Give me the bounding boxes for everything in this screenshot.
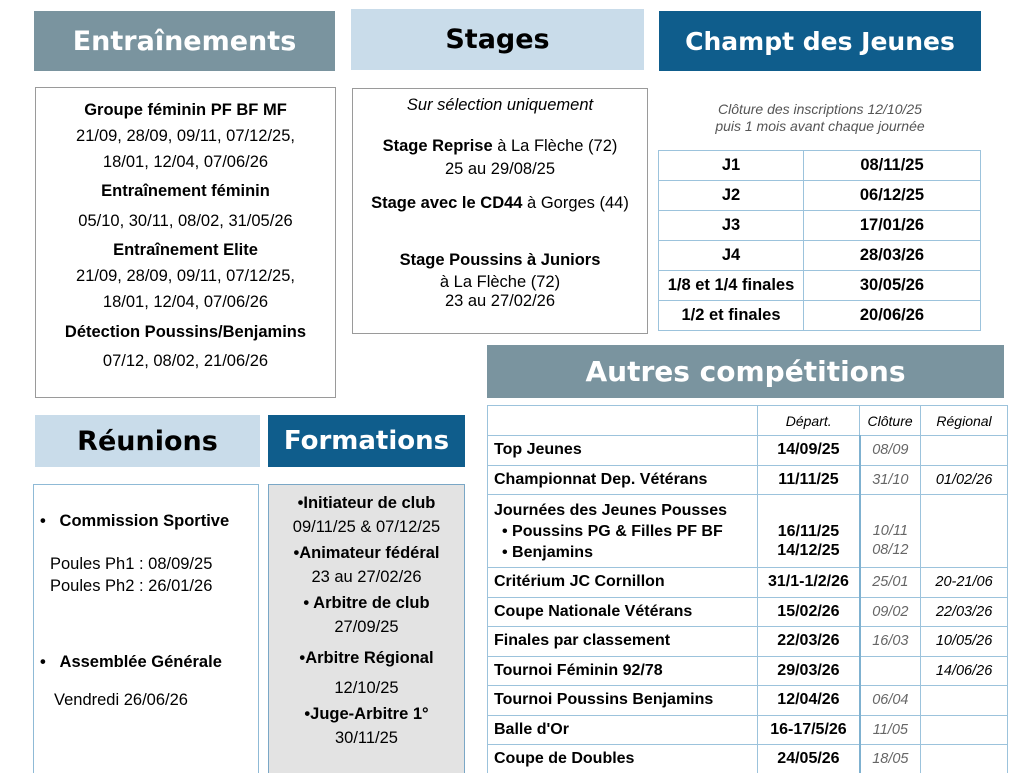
comp-name: Journées des Jeunes Pousses bbox=[494, 501, 727, 519]
formation-animateur-dates: 23 au 27/02/26 bbox=[311, 568, 422, 586]
comp-subitem: • Benjamins bbox=[502, 543, 593, 561]
formation-arbitre-regional: •Arbitre Régional bbox=[299, 649, 434, 667]
table-row bbox=[488, 597, 1008, 627]
reunion-assemblee-date: Vendredi 26/06/26 bbox=[54, 691, 188, 709]
reunion-item-assemblee-label: Assemblée Générale bbox=[59, 653, 222, 671]
header-entrainements: Entraînements bbox=[34, 11, 335, 71]
comp-regional: 22/03/26 bbox=[921, 597, 1008, 627]
formation-initiateur: •Initiateur de club bbox=[297, 494, 436, 512]
reunions-panel bbox=[33, 484, 259, 773]
comp-cloture: 31/10 bbox=[860, 465, 921, 495]
comp-name: Top Jeunes bbox=[488, 436, 758, 466]
comp-depart bbox=[758, 495, 860, 568]
champ-note bbox=[660, 101, 980, 135]
comp-depart: 14/09/25 bbox=[758, 436, 860, 466]
champ-date: 20/06/26 bbox=[804, 301, 981, 331]
comp-cloture: 16/03 bbox=[860, 627, 921, 657]
table-row bbox=[488, 745, 1008, 773]
entrainement-feminin-dates: 05/10, 30/11, 08/02, 31/05/26 bbox=[78, 212, 293, 230]
champ-date: 28/03/26 bbox=[804, 241, 981, 271]
stage-reprise-dates: 25 au 29/08/25 bbox=[444, 160, 556, 178]
reunion-item-assemblee: • Assemblée Générale bbox=[40, 653, 222, 671]
champ-table bbox=[658, 150, 981, 331]
entrainement-elite-title: Entraînement Elite bbox=[113, 241, 258, 259]
formation-arbitre-club-dates: 27/09/25 bbox=[334, 618, 399, 636]
col-name-header bbox=[488, 406, 758, 436]
table-row bbox=[488, 656, 1008, 686]
comp-regional bbox=[921, 436, 1008, 466]
comp-depart-2: 14/12/25 bbox=[777, 542, 840, 559]
comp-depart: 15/02/26 bbox=[758, 597, 860, 627]
table-row bbox=[488, 436, 1008, 466]
comp-cloture: 06/04 bbox=[860, 686, 921, 716]
stage-poussins-dates: 23 au 27/02/26 bbox=[444, 292, 556, 310]
formation-arbitre-regional-dates: 12/10/25 bbox=[334, 679, 399, 697]
comp-regional: 10/05/26 bbox=[921, 627, 1008, 657]
formation-juge-arbitre-dates: 30/11/25 bbox=[334, 729, 398, 747]
entrainement-feminin-title: Entraînement féminin bbox=[101, 182, 270, 200]
comp-name: Balle d'Or bbox=[488, 715, 758, 745]
group-feminin-dates-2: 18/01, 12/04, 07/06/26 bbox=[102, 153, 269, 171]
comp-name: Tournoi Poussins Benjamins bbox=[488, 686, 758, 716]
champ-round: J1 bbox=[659, 151, 804, 181]
comp-regional bbox=[921, 745, 1008, 773]
comp-depart-1: 16/11/25 bbox=[777, 523, 840, 540]
champ-date: 08/11/25 bbox=[804, 151, 981, 181]
comp-name: Tournoi Féminin 92/78 bbox=[488, 656, 758, 686]
champ-round: 1/8 et 1/4 finales bbox=[659, 271, 804, 301]
champ-round: J2 bbox=[659, 181, 804, 211]
table-row bbox=[488, 715, 1008, 745]
comp-cloture-1: 10/11 bbox=[872, 523, 908, 539]
comp-depart: 22/03/26 bbox=[758, 627, 860, 657]
table-row bbox=[659, 211, 981, 241]
comp-regional: 20-21/06 bbox=[921, 568, 1008, 598]
champ-round: J3 bbox=[659, 211, 804, 241]
header-formations: Formations bbox=[268, 415, 465, 467]
entrainements-panel bbox=[35, 87, 336, 398]
formation-arbitre-club: • Arbitre de club bbox=[303, 594, 430, 612]
comp-regional bbox=[921, 686, 1008, 716]
reunion-poules-ph1: Poules Ph1 : 08/09/25 bbox=[50, 555, 213, 573]
group-feminin-title: Groupe féminin PF BF MF bbox=[84, 101, 287, 119]
table-row bbox=[659, 301, 981, 331]
table-header-row bbox=[488, 406, 1008, 436]
stages-panel bbox=[352, 88, 648, 334]
comp-cloture: 25/01 bbox=[860, 568, 921, 598]
comp-name: Critérium JC Cornillon bbox=[488, 568, 758, 598]
table-row bbox=[488, 627, 1008, 657]
entrainement-elite-dates-1: 21/09, 28/09, 09/11, 07/12/25, bbox=[76, 267, 295, 285]
comp-subitem: • Poussins PG & Filles PF BF bbox=[502, 522, 723, 540]
stage-reprise bbox=[353, 137, 647, 156]
table-row bbox=[488, 568, 1008, 598]
reunion-item-commission-label: Commission Sportive bbox=[59, 512, 230, 530]
formation-initiateur-dates: 09/11/25 & 07/12/25 bbox=[292, 518, 441, 536]
comp-cloture: 18/05 bbox=[860, 745, 921, 773]
table-row bbox=[659, 271, 981, 301]
champ-date: 06/12/25 bbox=[804, 181, 981, 211]
autres-table bbox=[487, 405, 1008, 773]
formations-panel bbox=[268, 484, 465, 773]
comp-regional bbox=[921, 495, 1008, 568]
stages-note: Sur sélection uniquement bbox=[406, 96, 594, 114]
stage-poussins-name: Stage Poussins à Juniors bbox=[399, 251, 601, 269]
comp-depart: 31/1-1/2/26 bbox=[758, 568, 860, 598]
col-depart-header: Départ. bbox=[758, 406, 860, 436]
comp-cloture bbox=[860, 495, 921, 568]
comp-name: Coupe de Doubles bbox=[488, 745, 758, 773]
comp-regional: 01/02/26 bbox=[921, 465, 1008, 495]
header-stages: Stages bbox=[351, 9, 644, 70]
comp-name: Coupe Nationale Vétérans bbox=[488, 597, 758, 627]
col-cloture-header: Clôture bbox=[860, 406, 921, 436]
comp-name-jeunes-pousses bbox=[488, 495, 758, 568]
stage-cd44-name: Stage avec le CD44 bbox=[371, 194, 523, 212]
comp-depart: 11/11/25 bbox=[758, 465, 860, 495]
reunion-item-commission: • Commission Sportive bbox=[40, 512, 230, 530]
table-row bbox=[659, 181, 981, 211]
table-row bbox=[659, 241, 981, 271]
stage-poussins-place: à La Flèche (72) bbox=[439, 273, 561, 291]
group-feminin-dates-1: 21/09, 28/09, 09/11, 07/12/25, bbox=[76, 127, 295, 145]
stage-reprise-name: Stage Reprise bbox=[382, 137, 493, 155]
formation-animateur: •Animateur fédéral bbox=[293, 544, 440, 562]
header-autres-competitions: Autres compétitions bbox=[487, 345, 1004, 398]
header-champ-jeunes: Champt des Jeunes bbox=[659, 11, 981, 71]
table-row bbox=[488, 495, 1008, 568]
table-row bbox=[488, 686, 1008, 716]
comp-cloture bbox=[860, 656, 921, 686]
comp-depart: 16-17/5/26 bbox=[758, 715, 860, 745]
comp-depart: 24/05/26 bbox=[758, 745, 860, 773]
champ-note-line1: Clôture des inscriptions 12/10/25 bbox=[718, 101, 922, 117]
table-row bbox=[488, 465, 1008, 495]
champ-date: 17/01/26 bbox=[804, 211, 981, 241]
champ-round: 1/2 et finales bbox=[659, 301, 804, 331]
reunion-poules-ph2: Poules Ph2 : 26/01/26 bbox=[50, 577, 213, 595]
detection-title: Détection Poussins/Benjamins bbox=[64, 323, 307, 341]
col-regional-header: Régional bbox=[921, 406, 1008, 436]
comp-depart: 12/04/26 bbox=[758, 686, 860, 716]
comp-cloture-2: 08/12 bbox=[872, 542, 909, 558]
champ-date: 30/05/26 bbox=[804, 271, 981, 301]
comp-cloture: 09/02 bbox=[860, 597, 921, 627]
stage-reprise-place: à La Flèche (72) bbox=[492, 137, 618, 155]
comp-cloture: 08/09 bbox=[860, 436, 921, 466]
champ-note-line2: puis 1 mois avant chaque journée bbox=[715, 118, 925, 134]
header-reunions: Réunions bbox=[35, 415, 260, 467]
comp-name: Finales par classement bbox=[488, 627, 758, 657]
formation-juge-arbitre: •Juge-Arbitre 1° bbox=[304, 705, 429, 723]
champ-round: J4 bbox=[659, 241, 804, 271]
comp-cloture: 11/05 bbox=[860, 715, 921, 745]
entrainement-elite-dates-2: 18/01, 12/04, 07/06/26 bbox=[102, 293, 269, 311]
comp-name: Championnat Dep. Vétérans bbox=[488, 465, 758, 495]
detection-dates: 07/12, 08/02, 21/06/26 bbox=[102, 352, 269, 370]
stage-cd44 bbox=[353, 194, 647, 213]
comp-regional bbox=[921, 715, 1008, 745]
comp-regional: 14/06/26 bbox=[921, 656, 1008, 686]
stage-cd44-place: à Gorges (44) bbox=[522, 194, 629, 212]
table-row bbox=[659, 151, 981, 181]
comp-depart: 29/03/26 bbox=[758, 656, 860, 686]
